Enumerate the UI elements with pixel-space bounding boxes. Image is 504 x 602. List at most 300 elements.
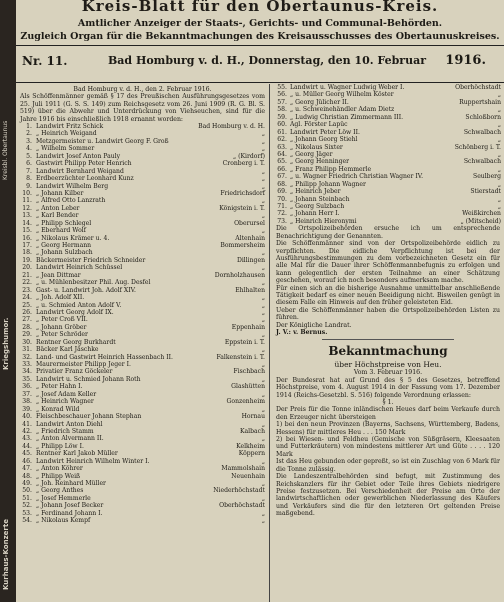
entry-number: 37. [22,390,32,398]
appointee-entry [16,339,269,346]
appointee-entry [16,249,269,256]
entry-place: „ [261,167,265,175]
entry-number: 53. [22,509,32,517]
entry-number: 39. [22,405,32,413]
entry-name: Landwirt Georg Adolf IX. [36,308,114,316]
entry-name: „ Georg Sulzbach [290,203,345,210]
appointee-entry [272,121,504,128]
entry-number: 17. [22,242,32,250]
entry-name: „ Josef Hemmerle [36,494,91,502]
entry-place: Dornholzhausen [214,271,265,279]
entry-name: „ Heinrich Weigand [36,130,97,138]
entry-number: 45. [22,450,32,458]
entry-name: Landwirt Bernhard Weigand [36,167,124,175]
masthead: Kreis-Blatt für den Obertaunus-Kreis. [81,0,439,12]
entry-name: „ Philipp Johann Wagner [290,180,366,188]
entry-place: Schwalbach [463,158,501,166]
entry-place: Mammolshain [221,465,265,473]
entry-name: „ Joh. Adolf XII. [36,294,85,302]
entry-number: 16. [22,234,32,242]
issue-year: 1916. [445,53,486,68]
entry-number: 59. [277,113,287,121]
issue-number: Nr. 11. [22,54,68,68]
entry-place: „ [261,390,265,398]
entry-number: 65. [277,158,287,166]
appointee-entry [16,220,269,227]
hay-notice-price-text: Der Preis für die Tonne inländischen Heues darf beim Verkaufe durch den Erzeuger nicht übersteigen [276,406,500,421]
entry-number: 15. [22,227,32,235]
entry-number: 2. [26,130,32,138]
entry-place: Oberursel [234,219,265,227]
entry-place: Fischbach [233,368,265,376]
entry-number: 13. [22,212,32,220]
entry-name: „ Georg Hermann [36,242,92,250]
appointee-entry [16,123,269,130]
appointee-entry [16,435,269,442]
entry-name: „ Georg Henninger [290,158,350,166]
entry-name: Landwirt u. Schmied Johann Roth [36,375,141,383]
entry-number: 46. [22,457,32,465]
entry-name: Landwirt Wilhelm Berg [36,182,109,190]
appointee-entry [272,181,504,188]
left-column [16,84,270,602]
appointee-entry [16,495,269,502]
entry-name: „ u. Mühlenbesitzer Phil. Aug. Desfel [36,279,151,287]
appointee-entry [16,168,269,175]
entry-place: Ehlhalten [235,286,265,294]
entry-number: 28. [22,323,32,331]
hay-notice-authority: Die Landeszentralbehörden sind befugt, mit Zustimmung des Reichskanzlers für ihr Gebiet oder Teile ihres Gebiets niedrigere Preise festzusetzen. Bei Verschiedenheit der Preise am Orte der landwirtschaftlichen oder gewerblichen Niederlassung des Käufers und Verkäufers sind die für den letzteren Ort geltenden Preise maßgebend. [276,473,500,518]
entry-place: „ [261,509,265,517]
entry-place: Cronberg i. T. [222,160,265,168]
entry-number: 12. [22,204,32,212]
entry-place: „ [261,517,265,525]
entry-number: 19. [22,256,32,264]
entry-number: 23. [22,286,32,294]
entry-number: 20. [22,264,32,272]
entry-name: „ Joh. Reinhard Müller [36,480,106,488]
entry-name: „ Karl Bender [36,212,79,220]
entry-place: „ [497,106,501,114]
entry-place: „ [497,180,501,188]
appointee-entry [272,129,504,136]
entry-number: 42. [22,427,32,435]
entry-number: 41. [22,420,32,428]
appointee-entry [272,144,504,151]
entry-number: 43. [22,435,32,443]
paragraph-notify: Die Ortspolizeibehörden ersuche ich um entsprechende Benachrichtigung der Genannten. [276,225,500,240]
entry-number: 36. [22,383,32,391]
entry-place: Ruppertshain [459,98,501,106]
entry-place: „ [497,203,501,210]
entry-place: „ [261,480,265,488]
entry-name: Maurermeister Philipp Jeger I. [36,361,131,369]
appointee-entry [16,257,269,264]
entry-place: Weißkirchen [462,210,501,218]
entry-name: „ Georg Jülicher II. [290,98,349,106]
entry-place: „ [261,301,265,309]
entry-place: Schwalbach [463,128,501,136]
entry-name: Bäcker Karl Jäschke [36,346,99,354]
entry-name: Fleischbeschauer Johann Stephan [36,413,142,421]
entry-number: 18. [22,249,32,257]
hay-notice-date: Vom 3. Februar 1916. [353,369,423,377]
entry-number: 6. [26,160,32,168]
entry-number: 71. [277,203,287,210]
entry-number: 40. [22,413,32,421]
appointee-entry [16,391,269,398]
entry-name: „ Peter Hahn I. [36,383,83,391]
entry-name: Landwirt Josef Anton Pauly [36,152,121,160]
entry-number: 27. [22,316,32,324]
entry-name: „ Anton Köhrer [36,465,83,473]
entry-name: „ Konrad Wild [36,405,80,413]
right-column [272,84,504,602]
entry-name: „ Heinrich Wagner [36,398,94,406]
entry-name: „ Eberhard Wolf [36,227,86,235]
appointee-entry [16,368,269,375]
appointee-entry [16,324,269,331]
entry-number: 55. [277,84,287,91]
appointee-entry [272,196,504,203]
announcement-date: Bad Homburg v. d. H., den 2. Februar 1916. [73,86,212,93]
entry-number: 3. [26,137,32,145]
entry-name: „ Philipp Weiß [36,472,81,480]
appointee-entry [16,264,269,271]
hay-notice-surcharge: Ist das Heu gebunden oder gepreßt, so ist ein Zuschlag von 6 Mark für die Tonne zulässig. [276,458,500,473]
entry-place: Stierstadt [470,188,501,196]
entry-name: Landwirt Heinrich Schüssel [36,264,123,272]
entry-place: „ [261,494,265,502]
signature-name: J. V.: v. Bernus. [276,329,328,336]
appointee-entry [16,242,269,249]
entry-name: „ u. Schweinehändler Adam Dietz [290,106,395,114]
entry-place: „ [261,308,265,316]
entry-name: Rentner Georg Burkhardt [36,338,116,346]
entry-number: 31. [22,346,32,354]
entry-name: Metzgermeister u. Landwirt Georg F. Groß [36,137,169,145]
hay-price-line-b: 2) bei Wiesen- und Feldheu (Gemische von Süßgräsern, Kleesaaten und Futterkräutern) von mindestens mittlerer Art und Güte . . . . 120 Mark [276,436,500,458]
appointee-entry [16,428,269,435]
entry-number: 35. [22,375,32,383]
entry-number: 67. [277,173,287,181]
entry-place: „ [261,182,265,190]
entry-number: 8. [26,175,32,183]
appointee-list-left [16,123,269,525]
entry-place: Oberhöchstadt [219,502,265,510]
entry-name: Gast- u. Landwirt Joh. Adolf XIV. [36,286,136,294]
entry-name: „ u. Schmied Anton Adolf V. [36,301,122,309]
entry-name: „ Heinrich Jeber [290,188,341,196]
entry-name: „ Alfred Otto Lanzrath [36,197,106,205]
appointee-entry [16,145,269,152]
appointee-entry [16,473,269,480]
entry-name: „ Johann Steinbach [290,195,350,203]
appointee-entry [272,91,504,98]
entry-place: „ [261,346,265,354]
appointee-entry [272,203,504,210]
appointee-entry [16,331,269,338]
appointee-list-right [272,84,504,225]
announcement-intro: Als Schöffenmänner gemäß § 17 des Preußischen Ausführungsgesetzes vom 25. Juli 1911 (G. S. S. 149) zum Reichsgesetz vom 26. Juni 1909 (R. G. Bl. S. 519) über die Abwehr und Unterdrückung von Viehseuchen, sind für die Jahre 1916 bis einschließlich 1918 ernannt worden: [20,93,265,123]
entry-number: 25. [22,301,32,309]
entry-name: „ Wilhelm Sommer [36,145,95,153]
entry-number: 70. [277,195,287,203]
appointee-entry [16,197,269,204]
entry-name: „ Johann Kilber [36,189,84,197]
entry-name: „ Johann Georg Stiehl [290,136,358,144]
entry-number: 9. [26,182,32,190]
entry-number: 58. [277,106,287,114]
appointee-entry [16,302,269,309]
section-divider [322,339,454,340]
entry-place: Schönberg i. T. [454,143,501,151]
appointee-entry [16,450,269,457]
entry-name: „ Anton Alvermann II. [36,435,104,443]
entry-place: Friedrichsdorf [220,189,265,197]
entry-name: Landwirt Heinrich Wilhelm Winter I. [36,457,150,465]
appointee-entry [272,173,504,180]
appointee-entry [16,175,269,182]
entry-number: 32. [22,353,32,361]
entry-name: „ Franz Philipp Hemmerle [290,165,372,173]
entry-number: 7. [26,167,32,175]
entry-place: Kalbach [239,427,265,435]
entry-name: „ Johann Gröber [36,323,87,331]
entry-place: „ [497,150,501,158]
entry-place: Köppern [238,450,265,458]
entry-name: „ Josef Adam Keller [36,390,97,398]
hay-notice-section-1: § 1. [382,399,394,407]
appointee-entry [16,272,269,279]
entry-number: 21. [22,271,32,279]
entry-number: 1. [26,123,32,131]
appointee-entry [16,183,269,190]
paragraph-oath: Die Schöffenmänner sind von der Ortspolizeibehörde eidlich zu verpflichten. Die eidliche Verpflichtung ist bei der Ausführungsbestimmungen zu dem vorbezeichneten Gesetz ein für alle Mal für die Dauer ihrer Schöffenmannbefugnis zu erfolgen und kann gelegentlich der ersten Teilnahme an einer Schätzung geschehen, worauf ich noch besonders aufmerksam mache. [276,240,500,285]
appointee-entry [16,465,269,472]
entry-place: Falkenstein i. T. [216,353,265,361]
entry-number: 60. [277,121,287,129]
appointee-entry [16,279,269,286]
appointee-entry [16,190,269,197]
entry-place: „ [261,145,265,153]
entry-name: Erdbeerzüchter Leonhard Kunz [36,175,134,183]
entry-name: „ Johann Herr I. [290,210,340,218]
entry-name: „ Ludwig Christian Zimmermann III. [290,113,404,121]
entry-number: 34. [22,368,32,376]
entry-place: Altenhain [235,234,265,242]
appointee-entry [16,421,269,428]
entry-place: „ [261,137,265,145]
appointee-entry [272,106,504,113]
entry-place: „ [261,249,265,257]
entry-place: Glashütten [231,383,265,391]
entry-name: „ Jean Dittmar [36,271,81,279]
margin-text-top: Kreisbl. Obertaunus [2,120,9,180]
entry-name: „ u. Müller Georg Wilhelm Köster [290,91,394,99]
appointee-entry [16,354,269,361]
appointee-entry [16,346,269,353]
appointee-entry [272,166,504,173]
entry-place: „ [497,195,501,203]
entry-number: 68. [277,180,287,188]
entry-name: Land- und Gastwirt Heinrich Hassenbach II. [36,353,173,361]
appointee-entry [16,487,269,494]
entry-number: 22. [22,279,32,287]
appointee-entry [16,517,269,524]
entry-number: 57. [277,98,287,106]
entry-name: „ Georg Jäger [290,150,333,158]
entry-place: Oberhöchstadt [455,84,501,91]
entry-number: 54. [22,517,32,525]
subtitle-organ: Zugleich Organ für die Bekanntmachungen des Kreisausschusses des Obertaunuskreises. [20,31,500,42]
appointee-entry [16,316,269,323]
entry-place: Seulberg [473,173,501,181]
entry-name: „ Anton Leber [36,204,80,212]
appointee-entry [272,136,504,143]
entry-number: 38. [22,398,32,406]
hay-notice-subtitle: über Höchstpreise von Heu. [334,360,442,370]
entry-place: „ [497,165,501,173]
entry-number: 30. [22,338,32,346]
entry-number: 33. [22,361,32,369]
entry-number: 72. [277,210,287,218]
appointee-entry [16,138,269,145]
entry-place: „ [261,130,265,138]
appointee-entry [16,443,269,450]
entry-number: 4. [26,145,32,153]
appointee-entry [272,188,504,195]
entry-place: „ [261,361,265,369]
entry-place: Bommersheim [220,242,265,250]
appointee-entry [16,212,269,219]
entry-place: „ [261,212,265,220]
entry-name: „ Nikolaus Sixter [290,143,343,151]
appointee-entry [16,160,269,167]
entry-place: „ [261,420,265,428]
entry-place: „ [261,175,265,183]
entry-number: 48. [22,472,32,480]
hay-price-line-a: 1) bei den neun Provinzen (Bayerns, Sachsens, Württemberg, Badens, Hessens) für mittleres Heu . . . 150 Mark [276,421,500,436]
appointee-entry [16,287,269,294]
entry-number: 47. [22,465,32,473]
entry-name: „ Heinrich Hieronymi [290,217,357,225]
entry-name: Rentner Karl Jakob Müller [36,450,118,458]
appointee-entry [16,235,269,242]
entry-number: 5. [26,152,32,160]
entry-number: 11. [22,197,32,205]
left-margin-strip [0,0,16,602]
entry-name: „ Georg Anthes [36,487,84,495]
entry-place: „ (Mitscheid) [460,217,501,225]
margin-text-bottom: Kurhaus-Konzerte [2,519,10,590]
signature-title: Der Königliche Landrat. [276,321,352,329]
issue-place-date: Bad Homburg v. d. H., Donnerstag, den 10. Februar [108,54,427,67]
entry-place: Kelkheim [236,442,265,450]
appointee-entry [16,227,269,234]
subtitle-official-gazette: Amtlicher Anzeiger der Staats-, Gerichts- und Communal-Behörden. [77,18,443,29]
appointee-entry [16,398,269,405]
entry-number: 26. [22,308,32,316]
appointee-entry [272,218,504,225]
entry-place: „ [261,375,265,383]
appointee-entry [272,99,504,106]
newspaper-page [16,0,504,602]
appointee-entry [16,502,269,509]
appointee-entry [16,361,269,368]
entry-place: Dillingen [236,256,265,264]
appointee-entry [16,406,269,413]
hay-notice-title: Bekanntmachung [328,344,448,359]
entry-number: 73. [277,217,287,225]
entry-place: „ [261,197,265,205]
appointee-entry [272,210,504,217]
entry-name: Agl. Förster Lapüc [290,121,348,129]
entry-name: „ Philipp Löw I. [36,442,84,450]
entry-name: „ Johann Josef Becker [36,502,104,510]
entry-name: „ Philipp Schlegel [36,219,92,227]
entry-number: 10. [22,189,32,197]
appointee-entry [16,413,269,420]
entry-name: „ u. Wagner Friedrich Christian Wagner IV. [290,173,424,181]
entry-name: „ Peter Croß VII. [36,316,88,324]
entry-place: Gonzenheim [226,398,265,406]
entry-place: „ [261,294,265,302]
appointee-entry [16,510,269,517]
appointee-entry [16,153,269,160]
entry-name: Bäckermeister Friedrich Schneider [36,256,146,264]
entry-place: Neuenhain [231,472,265,480]
entry-place: Eppenhain [231,323,265,331]
entry-place: Niederhöchstadt [213,487,265,495]
entry-place: Schloßborn [465,113,501,121]
entry-number: 29. [22,331,32,339]
appointee-entry [272,114,504,121]
entry-place: „ [261,331,265,339]
entry-number: 62. [277,136,287,144]
paragraph-prior-activity: Für einen sich an die bisherige Ausnahme unmittelbar anschließende Tätigkeit bedarf es einer neuen Beeidigung nicht. Bisweilen genügt in diesem Falle ein Hinweis auf den früher geleisteten Eid. [276,284,500,307]
entry-place: „ [261,316,265,324]
entry-name: „ Friedrich Stamm [36,427,94,435]
appointee-entry [16,480,269,487]
entry-number: 44. [22,442,32,450]
appointee-entry [272,151,504,158]
entry-place: „ [497,136,501,144]
entry-place: „ [261,279,265,287]
appointee-entry [16,458,269,465]
appointee-entry [16,294,269,301]
entry-name: Gastwirt Philipp Peter Henrich [36,160,132,168]
appointee-entry [16,383,269,390]
appointee-entry [16,376,269,383]
entry-name: „ Nikolaus Krämer u. 4. [36,234,110,242]
entry-place: „ [261,435,265,443]
entry-place: Königstein i. T. [219,204,265,212]
appointee-entry [16,205,269,212]
entry-name: Landwirt Anton Diehl [36,420,103,428]
entry-place: „ [497,91,501,99]
paragraph-lists: Ueber die Schöffenmänner haben die Ortspolizeibehörden Listen zu führen. [276,306,500,322]
entry-place: „ (Kirdorf) [232,152,265,160]
appointee-entry [16,309,269,316]
entry-number: 49. [22,480,32,488]
entry-place: Hornau [241,413,265,421]
entry-number: 24. [22,294,32,302]
entry-number: 51. [22,494,32,502]
entry-name: „ Ferdinand Johann I. [36,509,103,517]
entry-number: 63. [277,143,287,151]
entry-number: 14. [22,219,32,227]
